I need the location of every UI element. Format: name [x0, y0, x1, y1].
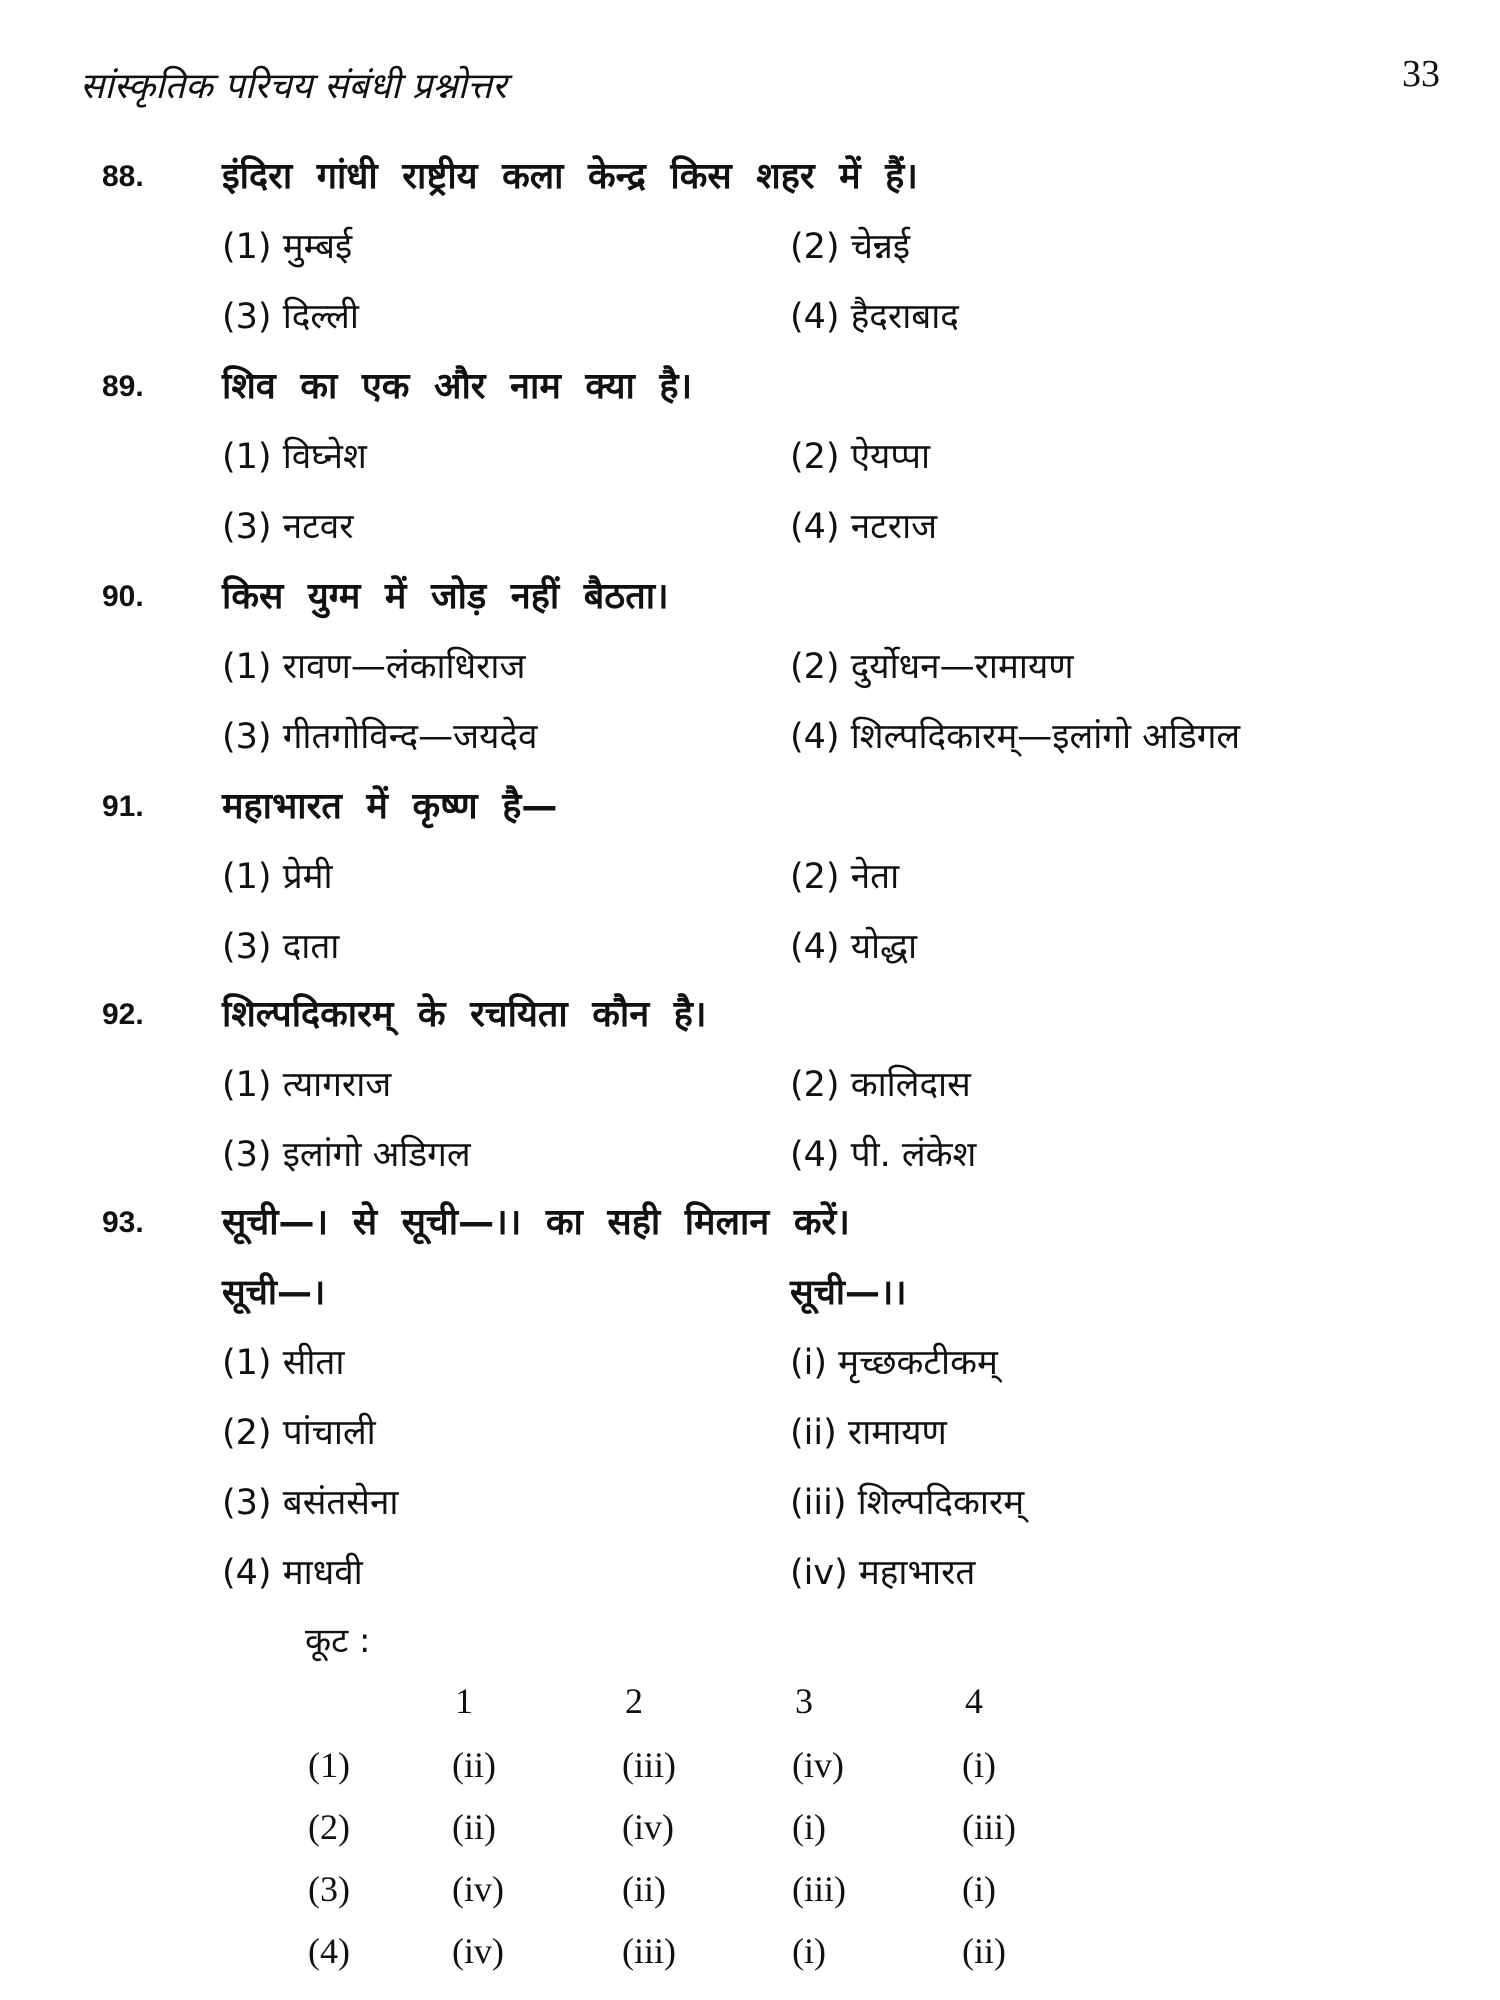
- code-cell: (iv): [452, 1931, 504, 1971]
- question-text: किस युग्म में जोड़ नहीं बैठता।: [222, 576, 669, 617]
- question-number: 88.: [102, 160, 144, 193]
- list-1-item: (3) बसंतसेना: [222, 1483, 399, 1523]
- code-cell: (ii): [452, 1745, 496, 1785]
- option-1: (1) त्यागराज: [222, 1065, 392, 1105]
- option-1: (1) मुम्बई: [222, 227, 353, 267]
- code-cell: (iv): [792, 1745, 844, 1785]
- list-2-item: (iii) शिल्पदिकारम्: [790, 1483, 1025, 1523]
- code-cell: (ii): [622, 1869, 666, 1909]
- question-number: 92.: [102, 998, 144, 1031]
- code-cell: (ii): [962, 1931, 1006, 1971]
- question-number: 91.: [102, 790, 144, 823]
- option-3: (3) दाता: [222, 927, 340, 967]
- list-1-item: (1) सीता: [222, 1343, 345, 1383]
- question-number: 89.: [102, 370, 144, 403]
- code-label: कूट :: [305, 1621, 371, 1661]
- option-4: (4) योद्धा: [790, 927, 918, 967]
- page-header-title: सांस्कृतिक परिचय संबंधी प्रश्नोत्तर: [80, 66, 507, 107]
- code-cell: (i): [792, 1807, 826, 1847]
- option-2: (2) चेन्नई: [790, 227, 911, 267]
- code-cell: (iv): [622, 1807, 674, 1847]
- option-2: (2) नेता: [790, 857, 900, 897]
- question-text: इंदिरा गांधी राष्ट्रीय कला केन्द्र किस शहर में हैं।: [222, 156, 918, 197]
- option-3: (3) नटवर: [222, 507, 354, 547]
- option-2: (2) ऐयप्पा: [790, 437, 931, 477]
- option-3: (3) दिल्ली: [222, 297, 359, 337]
- question-number: 93.: [102, 1206, 144, 1239]
- option-4: (4) पी. लंकेश: [790, 1135, 977, 1175]
- code-row-label: (3): [308, 1869, 350, 1909]
- code-cell: (i): [962, 1745, 996, 1785]
- code-row-label: (2): [308, 1807, 350, 1847]
- option-2: (2) कालिदास: [790, 1065, 971, 1105]
- code-row-label: (1): [308, 1745, 350, 1785]
- option-3: (3) गीतगोविन्द—जयदेव: [222, 717, 538, 757]
- code-cell: (iii): [622, 1931, 676, 1971]
- code-cell: (i): [962, 1869, 996, 1909]
- page-number: 33: [1402, 53, 1440, 95]
- code-cell: (iii): [622, 1745, 676, 1785]
- code-header-cell: 1: [455, 1681, 473, 1721]
- question-text: महाभारत में कृष्ण है—: [222, 786, 558, 827]
- code-header-cell: 4: [965, 1681, 983, 1721]
- list-1-item: (4) माधवी: [222, 1553, 363, 1593]
- option-4: (4) शिल्पदिकारम्—इलांगो अडिगल: [790, 717, 1241, 757]
- option-4: (4) हैदराबाद: [790, 297, 959, 337]
- option-1: (1) प्रेमी: [222, 857, 333, 897]
- list-2-item: (iv) महाभारत: [790, 1553, 976, 1593]
- code-header-cell: 3: [795, 1681, 813, 1721]
- code-cell: (ii): [452, 1807, 496, 1847]
- list-1-title: सूची—।: [222, 1273, 326, 1313]
- option-2: (2) दुर्योधन—रामायण: [790, 647, 1074, 687]
- code-cell: (iii): [962, 1807, 1016, 1847]
- question-text: शिल्पदिकारम् के रचयिता कौन है।: [222, 994, 707, 1035]
- code-row-label: (4): [308, 1931, 350, 1971]
- code-cell: (iii): [792, 1869, 846, 1909]
- code-cell: (i): [792, 1931, 826, 1971]
- option-3: (3) इलांगो अडिगल: [222, 1135, 471, 1175]
- question-text: शिव का एक और नाम क्या है।: [222, 366, 693, 407]
- option-1: (1) रावण—लंकाधिराज: [222, 647, 526, 687]
- list-1-item: (2) पांचाली: [222, 1413, 376, 1453]
- list-2-title: सूची—।।: [790, 1273, 907, 1313]
- code-header-cell: 2: [625, 1681, 643, 1721]
- list-2-item: (i) मृच्छकटीकम्: [790, 1343, 998, 1383]
- option-1: (1) विघ्नेश: [222, 437, 367, 477]
- question-number: 90.: [102, 580, 144, 613]
- code-cell: (iv): [452, 1869, 504, 1909]
- question-text: सूची—। से सूची—।। का सही मिलान करें।: [222, 1202, 850, 1243]
- option-4: (4) नटराज: [790, 507, 938, 547]
- list-2-item: (ii) रामायण: [790, 1413, 947, 1453]
